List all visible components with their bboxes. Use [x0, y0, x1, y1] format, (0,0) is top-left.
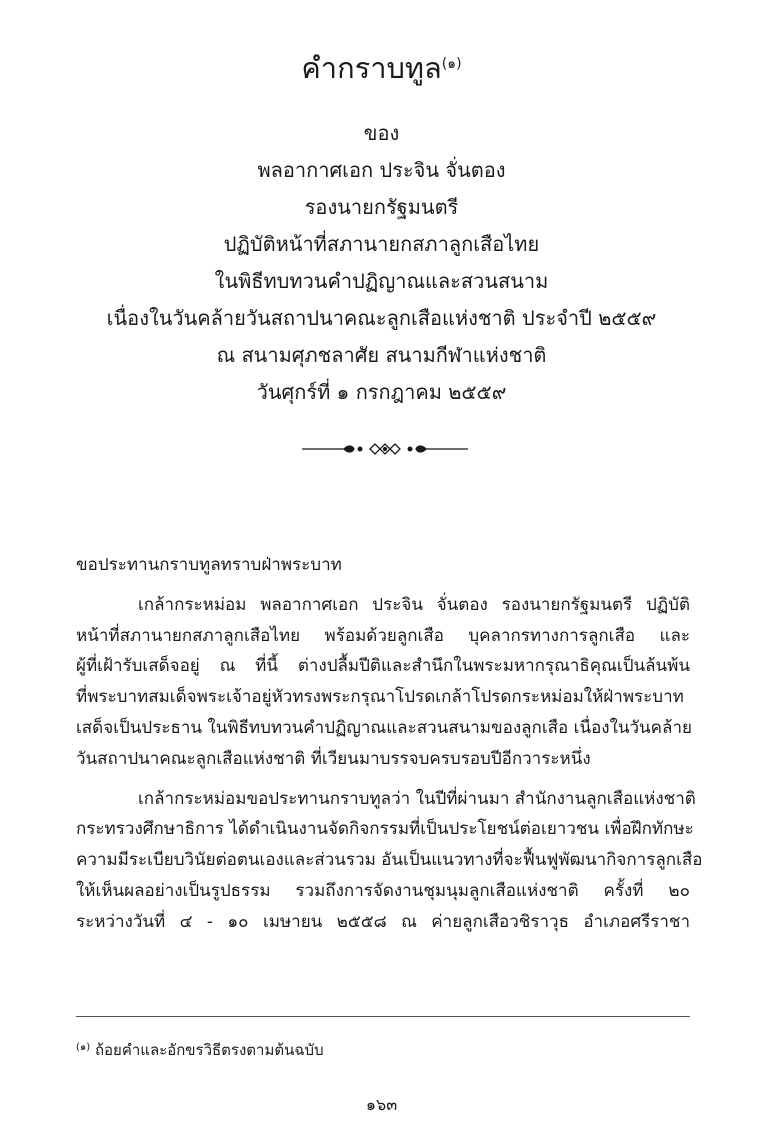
- paragraph-line: ความมีระเบียบวินัยต่อตนเองและส่วนรวม อันเป็นแนวทางที่จะฟื้นฟูพัฒนากิจการลูกเสือ: [76, 850, 703, 871]
- footnote-divider: [76, 1016, 690, 1017]
- paragraph-line: หน้าที่สภานายกสภาลูกเสือไทย พร้อมด้วยลูกเสือ บุคลากรทางการลูกเสือ และ: [76, 625, 690, 646]
- paragraph-line: เกล้ากระหม่อม พลอากาศเอก ประจิน จั่นตอง รองนายกรัฐมนตรี ปฏิบัติ: [138, 594, 690, 615]
- footnote-marker: (๑): [76, 1042, 91, 1053]
- ornament-divider-icon: [300, 438, 470, 460]
- paragraph-line: เสด็จเป็นประธาน ในพิธีทบทวนคำปฏิญาณและสวนสนามของลูกเสือ เนื่องในวันคล้าย: [76, 717, 692, 738]
- header-line-position: รองนายกรัฐมนตรี: [304, 195, 459, 219]
- paragraph-line: ให้เห็นผลอย่างเป็นรูปธรรม รวมถึงการจัดงานชุมนุมลูกเสือแห่งชาติ ครั้งที่ ๒๐: [76, 880, 690, 901]
- paragraph-line: ผู้ที่เฝ้ารับเสด็จอยู่ ณ ที่นี้ ต่างปลื้มปีติและสำนึกในพระมหากรุณาธิคุณเป็นล้นพ้น: [76, 656, 690, 677]
- title-text: คำกราบทูล: [301, 51, 442, 85]
- header-line-of: ของ: [363, 121, 400, 145]
- footnote-text: ถ้อยคำและอักขรวิธีตรงตามต้นฉบับ: [94, 1041, 324, 1059]
- speech-header: [0, 115, 763, 411]
- header-line-ceremony: ในพิธีทบทวนคำปฏิญาณและสวนสนาม: [214, 269, 549, 293]
- speech-body: [76, 550, 703, 938]
- paragraph-2: [76, 784, 703, 938]
- header-line-date: วันศุกร์ที่ ๑ กรกฎาคม ๒๕๕๙: [256, 380, 507, 404]
- paragraph-line: กระทรวงศึกษาธิการ ได้ดำเนินงานจัดกิจกรรมที่เป็นประโยชน์ต่อเยาวชน เพื่อฝึกทักษะ: [76, 819, 694, 840]
- paragraph-line: วันสถาปนาคณะลูกเสือแห่งชาติ ที่เวียนมาบรรจบครบรอบปีอีกวาระหนึ่ง: [76, 748, 591, 769]
- paragraph-line: ที่พระบาทสมเด็จพระเจ้าอยู่หัวทรงพระกรุณาโปรดเกล้าโปรดกระหม่อมให้ฝ่าพระบาท: [76, 687, 684, 708]
- header-line-occasion: เนื่องในวันคล้ายวันสถาปนาคณะลูกเสือแห่งชาติ ประจำปี ๒๕๕๙: [106, 306, 657, 330]
- header-line-speaker: พลอากาศเอก ประจิน จั่นตอง: [257, 158, 506, 182]
- header-line-duty: ปฏิบัติหน้าที่สภานายกสภาลูกเสือไทย: [223, 232, 540, 256]
- header-line-venue: ณ สนามศุภชลาศัย สนามกีฬาแห่งชาติ: [216, 343, 547, 367]
- paragraph-line: เกล้ากระหม่อมขอประทานกราบทูลว่า ในปีที่ผ่านมา สำนักงานลูกเสือแห่งชาติ: [138, 788, 696, 809]
- title-footnote-marker: (๑): [441, 56, 462, 72]
- footnote: [76, 1038, 324, 1062]
- page-title: [0, 44, 763, 92]
- paragraph-line: ระหว่างวันที่ ๔ - ๑๐ เมษายน ๒๕๕๘ ณ ค่ายลูกเสือวชิราวุธ อำเภอศรีราชา: [76, 911, 690, 932]
- paragraph-1: [76, 590, 690, 775]
- page-number: ๑๖๓: [365, 1095, 398, 1114]
- salutation: ขอประทานกราบทูลทราบฝ่าพระบาท: [76, 555, 342, 575]
